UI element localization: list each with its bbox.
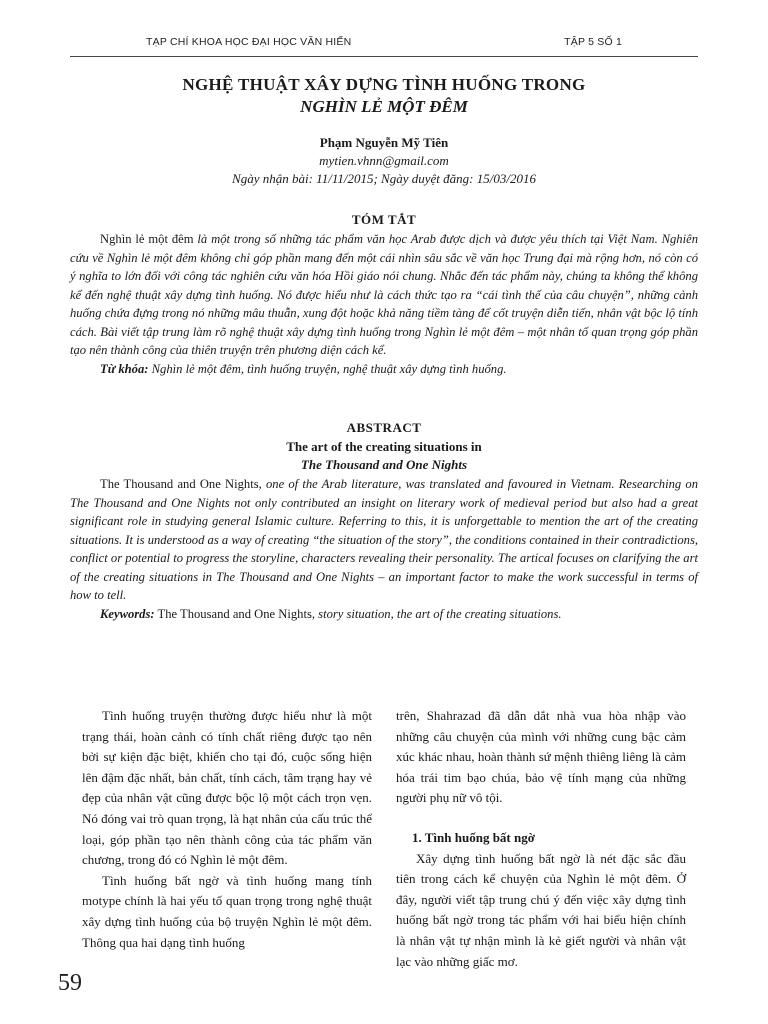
- header-rule: [70, 56, 698, 57]
- submission-dates: Ngày nhận bài: 11/11/2015; Ngày duyệt đăng: 15/03/2016: [232, 171, 536, 186]
- abstract-heading: ABSTRACT: [346, 420, 422, 435]
- abstract-keywords-label: Keywords:: [100, 606, 155, 621]
- section-heading: 1. Tình huống bất ngờ: [412, 829, 535, 845]
- author-name: Phạm Nguyễn Mỹ Tiên: [319, 135, 449, 150]
- running-head: [146, 36, 622, 48]
- summary-keywords-label: Từ khóa:: [100, 361, 149, 376]
- abstract-text: , one of the Arab literature, was translated and favoured in Vietnam. Researching on The Thousand and One Nights not only contributed an insight on literary work of medieval period but also had a great significant role in studying general Islamic culture. Referring to this, it is unforgettable to mention the art of the creating situations. It is understood as a way of creating “the situation of the story”, the conditions contained in their contradictions, conflict or potential to progress the storyline, characters revealing their personality. The artical focuses on clarifying the art of the creating situations in The Thousand and One Nights – an important factor to make the work successful in terms of how to tell.: [70, 477, 698, 602]
- body-paragraph: trên, Shahrazad đã dẫn dắt nhà vua hòa nhập vào những câu chuyện của mình với những cung bậc cảm xúc khác nhau, hoàn thành sứ mệnh thiêng liêng là cảm hóa trái tim bạo chúa, bảo vệ tính mạng của những người phụ nữ vô tội.: [396, 708, 686, 806]
- abstract-keywords-lead: The Thousand and One Nights: [154, 606, 312, 621]
- body-paragraph: Xây dựng tình huống bất ngờ là nét đặc sắc đầu tiên trong cách kể chuyện của Nghìn lẻ một đêm. Ở đây, người viết tập trung chú ý đến việc xây dựng tình huống bất ngờ trong tác phẩm với hai biểu hiện chính là nhân vật tự nhận mình là kẻ giết người và nhân vật lạc vào những giấc mơ.: [396, 850, 686, 969]
- title-block: [70, 74, 698, 188]
- body-column-right: [396, 706, 686, 972]
- abstract-subtitle: [70, 438, 698, 474]
- abstract-subtitle-line1: The art of the creating situations in: [286, 439, 482, 454]
- body-column-left: [82, 706, 372, 953]
- body-paragraph: Tình huống bất ngờ và tình huống mang tính motype chính là hai yếu tố quan trọng trong nghệ thuật xây dựng tình huống của bộ truyện Nghìn lẻ một đêm. Thông qua hai dạng tình huống: [82, 872, 372, 950]
- summary-heading: TÓM TẮT: [351, 212, 417, 227]
- issue-label: TẬP 5 SỐ 1: [564, 36, 622, 48]
- abstract-lead: The Thousand and One Nights: [100, 477, 259, 491]
- abstract-body: [70, 475, 698, 623]
- summary-body: [70, 230, 698, 378]
- summary-text: là một trong số những tác phẩm văn học Arab được dịch và được yêu thích tại Việt Nam. Nghiên cứu về Nghìn lẻ một đêm không chỉ góp phần mang đến một cái nhìn sâu sắc về văn học Trung đại mà rộng hơn, nó còn có ý nghĩa to lớn đối với công tác nghiên cứu văn hóa Hồi giáo nói chung. Nhắc đến tác phẩm này, chúng ta không thể không kể đến nghệ thuật xây dựng tình huống. Nó được hiểu như là cách thức tạo ra “cái tình thế của câu chuyện”, những cảnh huống chứa đựng trong nó những mâu thuẫn, xung đột hoặc khả năng tiềm tàng để cốt truyện diễn tiến, nhân vật bộc lộ tính cách. Bài viết tập trung làm rõ nghệ thuật xây dựng tình huống trong Nghìn lẻ một đêm – một nhân tố quan trọng góp phần tạo nên thành công của thiên truyện trên phương diện cách kể.: [70, 232, 698, 357]
- abstract-subtitle-line2: The Thousand and One Nights: [300, 457, 468, 472]
- author-email: mytien.vhnn@gmail.com: [319, 153, 449, 168]
- body-paragraph: Tình huống truyện thường được hiểu như là một trạng thái, hoàn cảnh có tính chất riêng được tạo nên bởi sự kiện đặc biệt, khiến cho tại đó, cuộc sống hiện lên đậm đặc nhất, bản chất, tính cách, tâm trạng hay vẻ đẹp của nhân vật cũng được bộc lộ một cách trọn vẹn. Nó đóng vai trò quan trọng, là hạt nhân của cấu trúc thể loại, góp phần tạo nên thành công của tác phẩm văn chương, trong đó có Nghìn lẻ một đêm.: [82, 708, 372, 868]
- summary-lead: Nghìn lẻ một đêm: [100, 232, 194, 246]
- abstract-keywords: , story situation, the art of the creating situations.: [311, 606, 562, 621]
- journal-name: TẠP CHÍ KHOA HỌC ĐẠI HỌC VĂN HIẾN: [146, 36, 352, 48]
- page-number: 59: [58, 970, 82, 996]
- article-title-line1: NGHỆ THUẬT XÂY DỰNG TÌNH HUỐNG TRONG: [182, 75, 586, 94]
- summary-keywords: Nghìn lẻ một đêm, tình huống truyện, nghệ thuật xây dựng tình huống.: [148, 361, 507, 376]
- article-title-line2: NGHÌN LẺ MỘT ĐÊM: [300, 97, 468, 116]
